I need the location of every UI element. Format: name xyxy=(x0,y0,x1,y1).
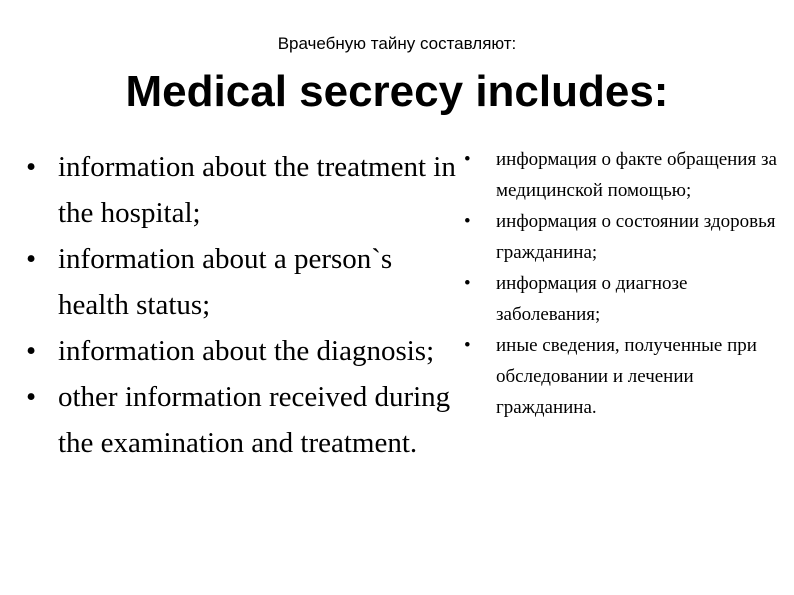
list-item-text: информация о факте обращения за медицинской помощью; xyxy=(496,149,777,201)
list-item xyxy=(26,144,458,236)
bullet-icon: • xyxy=(26,151,37,183)
list-item xyxy=(460,206,780,268)
list-item-text: иные сведения, полученные при обследовании и лечении гражданина. xyxy=(496,335,757,418)
list-item-text: other information received during the examination and treatment. xyxy=(58,381,451,459)
list-item-text: information about a person`s health status; xyxy=(58,243,393,321)
bullet-icon: • xyxy=(26,335,37,367)
bullet-icon: • xyxy=(26,243,37,275)
list-item xyxy=(460,144,780,206)
slide-title: Medical secrecy includes: xyxy=(125,67,669,116)
list-item xyxy=(26,236,458,328)
list-item-text: информация о диагнозе заболевания; xyxy=(496,273,688,325)
list-item xyxy=(26,328,458,374)
bullet-icon: • xyxy=(464,149,471,170)
bullet-icon: • xyxy=(26,381,37,413)
russian-bullet-list xyxy=(460,144,780,423)
list-item xyxy=(26,374,458,466)
list-item xyxy=(460,330,780,423)
bullet-icon: • xyxy=(464,211,471,232)
english-bullet-list xyxy=(26,144,458,466)
bullet-icon: • xyxy=(464,273,471,294)
list-item xyxy=(460,268,780,330)
list-item-text: информация о состоянии здоровья гражданина; xyxy=(496,211,776,263)
list-item-text: information about the diagnosis; xyxy=(58,335,435,367)
bullet-icon: • xyxy=(464,335,471,356)
list-item-text: information about the treatment in the hospital; xyxy=(58,151,456,229)
slide-subtitle: Врачебную тайну составляют: xyxy=(277,34,517,53)
